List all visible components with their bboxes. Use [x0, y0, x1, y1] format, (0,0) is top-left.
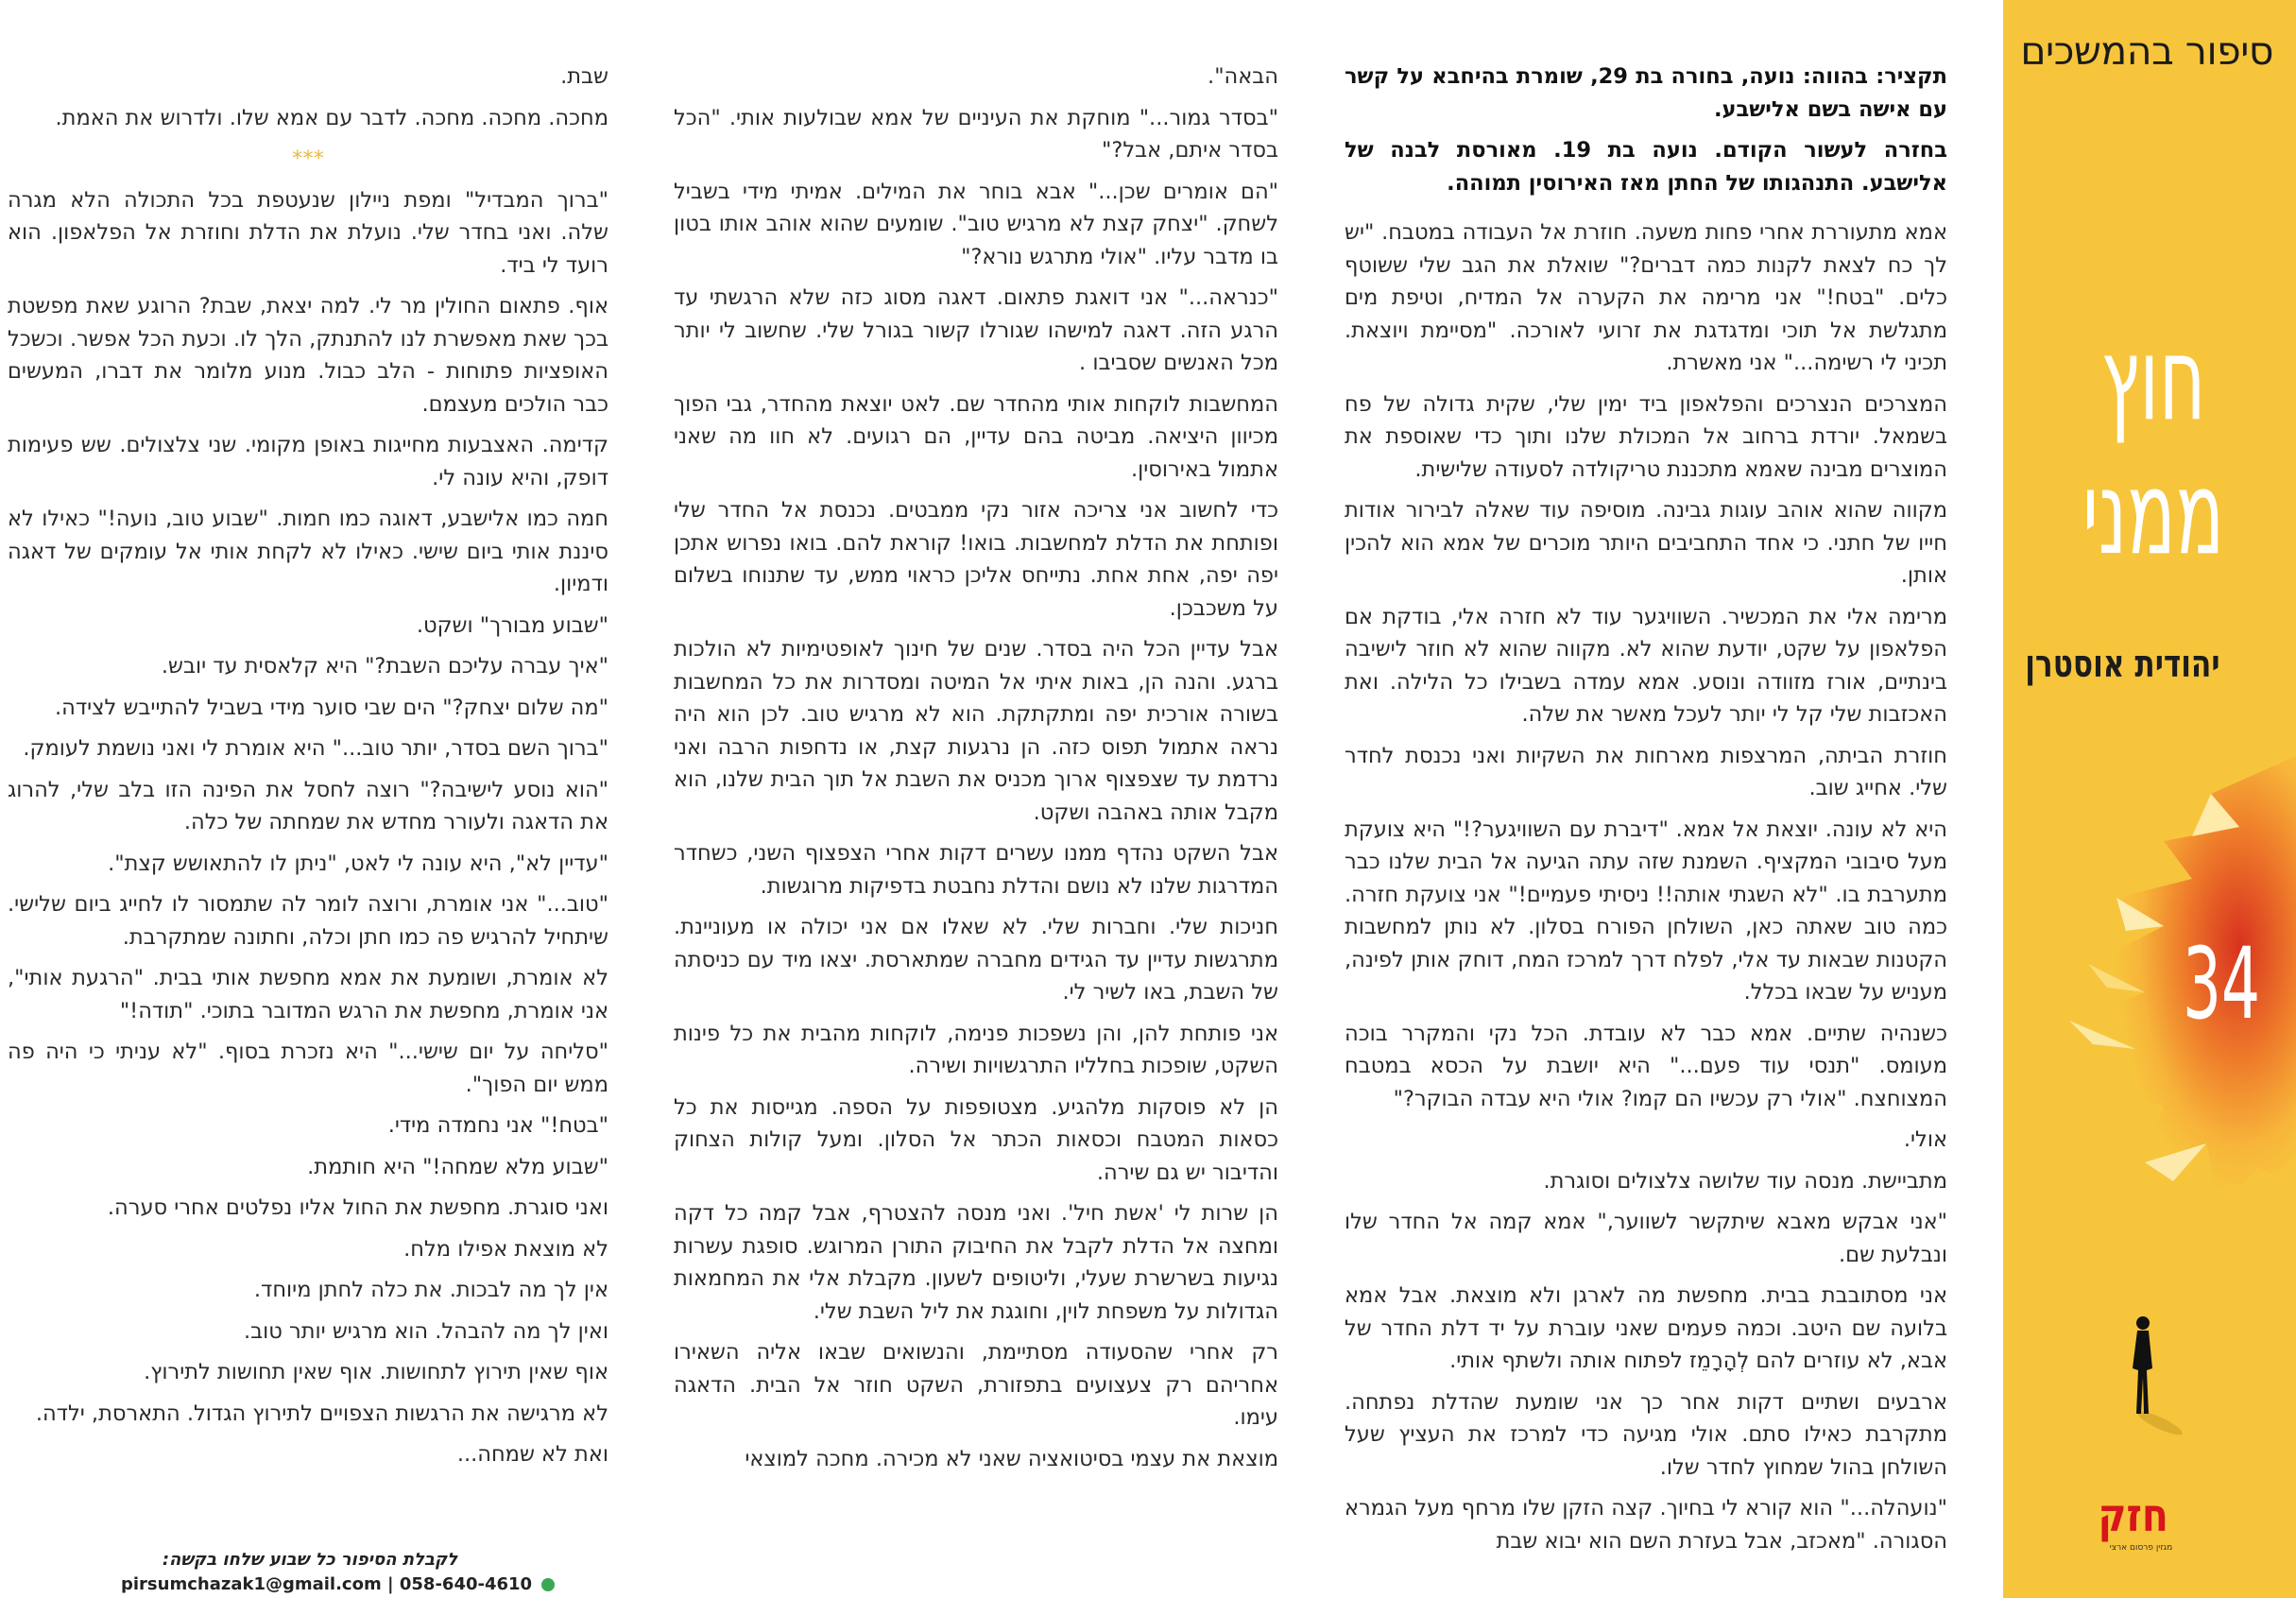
paragraph: "ברוך השם בסדר, יותר טוב..." היא אומרת לי ואני נושמת לעומק.: [23, 736, 608, 761]
paragraph: אבל השקט נהדף ממנו עשרים דקות אחרי הצפצוף השני, כשחדר המדרגות שלנו לא נושם והדלת נחבטת בדפיקות מרוגשות.: [674, 841, 1278, 899]
paragraph: אבל עדיין הכל היה בסדר. שנים של חינוך לאופטימיות לא הולכות ברגע. והנה הן, באות איתי אל המיטה ומסדרות את כל המחשבות בשורה אורכית יפה ומתקתקת. הוא לא מרגיש טוב. לכן הוא היה נראה אתמול תפוס כזה. הן נרגעות קצת, או נדחפות הרבה ואני נרדמת עד שצפצוף ארוך מכניס את השבת אל תוך הבית שלנו, הוא מקבל אותה באהבה ושקט.: [674, 637, 1278, 825]
paragraph: "כנראה..." אני דואגת פתאום. דאגה מסוג כזה שלא הרגשתי עד הרגע הזה. דאגה למישהו שגורלו קשור בגורל שלי. שחשוב לי יותר מכל האנשים שסביבו .: [674, 285, 1278, 375]
story-title-line: חוץ: [2100, 312, 2206, 446]
sidebar-panel: [2003, 0, 2296, 1598]
paragraph: "נועהלה..." הוא קורא לי בחיוך. קצה הזקן שלו מרחף מעל הגמרא הסגורה. "מאכזב, אבל בעזרת השם הוא יבוא שבת: [1345, 1496, 1947, 1554]
whatsapp-icon: [541, 1578, 555, 1591]
column-left: [8, 60, 608, 1535]
paragraph: "בסדר גמור..." מוחקת את העיניים של אמא שבולעות אותי. "הכל בסדר איתם, אבל?": [674, 105, 1278, 163]
summary-paragraph: תקציר: בהווה: נועה, בחורה בת 29, שומרת בהיחבא על קשר עם אישה בשם אלישבע.: [1345, 64, 1947, 122]
story-title: [2065, 312, 2241, 580]
paragraph: כדי לחשוב אני צריכה אזור נקי ממבטים. נכנסת אל החדר שלי ופותחת את הדלת למחשבות. בואו! קוראת להם. בואו נפרוש אתכן יפה יפה, אחת אחת. נתייחס אליכן כראוי ממש, עד שתנוחו בשלום על משכבכן.: [674, 498, 1278, 621]
paragraph: מרימה אלי את המכשיר. השוויגער עוד לא חזרה אלי, בודקת אם הפלאפון על שקט, יודעת שהוא לא. מקווה שהוא לא חוזר לישיבה בינתיים, אורז מזוודה ונוסע. אמא עמדה בשבילו כל הלילה. ואת האכזבות שלי קל לי יותר לעכל מאשר את שלה.: [1345, 604, 1947, 727]
paragraph: אמא מתעוררת אחרי פחות משעה. חוזרת אל העבודה במטבח. "יש לך כח לצאת לקנות כמה דברים?" שואלת את הגב שלי ששוטף כלים. "בטח!" אני מרימה את הקערה אל המדיח, וטיפת מים מתגלשת אל תוכי ומדגדגת את זרועי לאורכה. "מסיימת ויוצאת. תכיני לי רשימה..." אני מאשרת.: [1345, 220, 1947, 375]
paragraph: כשנהיה שתיים. אמא כבר לא עובדת. הכל נקי והמקרר בוכה מעומס. "תנסי עוד פעם..." היא יושבת על הכסא במטבח המצוחצח. "אולי רק עכשיו הם קמו? אולי היא עבדה הבוקר?": [1345, 1021, 1947, 1111]
paragraph: אולי.: [1903, 1127, 1947, 1152]
paragraph: "עדיין לא", היא עונה לי לאט, "ניתן לו להתאושש קצת".: [108, 851, 608, 876]
paragraph: הן לא פוסקות מלהגיע. מצטופפות על הספה. מגייסות את כל כסאות המטבח וכסאות הכתר אל הסלון. ומעל קולות הצחוק והדיבור יש גם שירה.: [674, 1094, 1278, 1185]
author-name: יהודית אוסטרן: [2025, 643, 2220, 686]
paragraph: "הוא נוסע לישיבה?" רוצה לחסל את הפינה הזו בלב שלי, להרוג את הדאגה ולעורר מחדש את שמחתה של כלה.: [8, 777, 608, 834]
paragraph: "שבוע מלא שמחה!" היא חותמת.: [307, 1154, 608, 1179]
paragraph: אני פותחת להן, והן נשפכות פנימה, לוקחות מהבית את כל פינות השקט, שופכות בחלליו התרגשויות ושירה.: [674, 1021, 1278, 1078]
paragraph: ארבעים ושתיים דקות אחר כך אני שומעת שהדלת נפתחה. מתקרבת כאילו סתם. אולי מגיעה כדי למרכז את העציץ שעל השולחן בהול שמחוץ לחדר שלו.: [1345, 1389, 1947, 1480]
column-right-body: [1345, 216, 1947, 1557]
paragraph: המצרכים הנצרכים והפלאפון ביד ימין שלי, שקית גדולה של פח בשמאל. יורדת ברחוב אל המכולת שלנו ותוך כדי שאוספת את המוצרים מבינה שאמא מתכננת טריקולדה לסעודה שלישית.: [1345, 391, 1947, 482]
paragraph: "שבוע מבורך" ושקט.: [416, 612, 608, 638]
chazak-logo: [2098, 1488, 2173, 1573]
paragraph: אני מסתובבת בבית. מחפשת מה לארגן ולא מוצאת. אבל אמא בלועה שם היטב. וכמה פעמים שאני עוברת על יד דלת החדר של אבא, לא עוזרים להם לְהָרָמֵז לפתוח אותה ולשתף אותי.: [1345, 1283, 1947, 1373]
paragraph: אין לך מה לבכות. את כלה לחתן מיוחד.: [253, 1278, 608, 1302]
column-right: [1345, 60, 1947, 1554]
paragraph: אוף שאין תירוץ לתחושות. אוף שאין תחושות לתירוץ.: [144, 1360, 608, 1384]
paragraph: ואני סוגרת. מחפשת את החול אליו נפלטים אחרי סערה.: [107, 1195, 608, 1220]
paragraph: היא לא עונה. יוצאת אל אמא. "דיברת עם השוויגער?!" היא צועקת מעל סיבובי המקציף. השמנת שזה עתה הגיעה אל הבית שלנו כבר מתערבת בו. "לא השגתי אותה!! ניסיתי פעמיים!" אני צועקת חזרה. כמה טוב שאתה כאן, השולחן הפורח בסלון. לא נותן למחשבות הקטנות שבאות עד אלי, לפלח דרך למרכז המח, דוחק אותן לפינה, מעניש על שבאו בכלל.: [1345, 816, 1947, 1005]
page-number: 34: [2183, 926, 2261, 1041]
paragraph: הבאה".: [1208, 64, 1278, 89]
contact-line: [121, 1572, 533, 1597]
paragraph: רק אחרי שהסעודה מסתיימת, והנשואים שבאו אליה השאירו אחריהם רק צעצועים בתפזורת, השקט חוזר אל הבית. הדאגה עימו.: [674, 1340, 1278, 1430]
paragraph: שבת.: [560, 64, 608, 89]
paragraph: "מה שלום יצחק?" הים שבי סוער מידי בשביל להתייבש לצידה.: [55, 695, 608, 720]
paragraph: מקווה שהוא אוהב עוגות גבינה. מוסיפה עוד שאלה לבירור אודות חייו של חתני. כי אחד התחביבים היותר מוכרים של אמא הוא להכין אותן.: [1345, 498, 1947, 588]
paragraph: "טוב..." אני אומרת, ורוצה לומר לה שתמסור לו לחייג ביום שלישי. שיתחיל להרגיש פה כמו חתן וכלה, וחתונה שמתקרבת.: [8, 892, 608, 950]
paragraph: מחכה. מחכה. מחכה. לדבר עם אמא שלו. ולדרוש את האמת.: [55, 105, 608, 130]
paragraph: חוזרת הביתה, המרצפות מארחות את השקיות ואני נכנסת לחדר שלי. אחייג שוב.: [1345, 743, 1947, 800]
logo-subtitle: מגזין פרסום ארצי: [2109, 1543, 2173, 1553]
paragraph: ואת לא שמחה...: [456, 1442, 608, 1467]
contact-phone[interactable]: 058-640-4610: [399, 1574, 533, 1594]
paragraph: "הם אומרים שכן..." אבא בוחר את המילים. אמיתי מידי בשביל לשחק. "יצחק קצת לא מרגיש טוב". שומעים שהוא אוהב אותו בטון בו מדבר עליו. "אולי מתרגש נורא?": [674, 179, 1278, 269]
column-middle: [674, 60, 1278, 1535]
woman-silhouette-icon: [2115, 1312, 2190, 1435]
story-title-line: ממני: [2082, 446, 2224, 580]
contact-block: [121, 1548, 533, 1597]
contact-heading: לקבלת הסיפור כל שבוע שלחו בקשה:: [162, 1550, 458, 1570]
paragraph: המחשבות לוקחות אותי מהחדר שם. לאט יוצאת מהחדר, גבי הפוך מכיוון היציאה. מביטה בהם עדיין, הם רגועים. לא חוו מה שאני אתמול באירוסין.: [674, 391, 1278, 482]
paragraph: לא אומרת, ושומעת את אמא מחפשת אותי בבית. "הרגעת אותי", אני אומרת, מחפשת את הרגש המדובר בתוכי. "תודה!": [8, 966, 608, 1023]
paragraph: חניכות שלי. וחברות שלי. לא שאלו אם אני יכולה או מעוניינת. מתרגשות עדיין עד הגידים מחברה שמתארסת. יצאו מיד עם כניסתה של השבת, באו לשיר לי.: [674, 915, 1278, 1005]
paragraph: מוצאת את עצמי בסיטואציה שאני לא מכירה. מחכה למוצאי: [745, 1446, 1278, 1471]
contact-separator: |: [387, 1574, 394, 1594]
paragraph: הן שרות לי 'אשת חיל'. ואני מנסה להצטרף, אבל קמה כל דקה ומחצה אל הדלת לקבל את החיבוק התורן המרוגש. סופגת עשרות נגיעות בשרשרת שעלי, וליטופים לשעון. מקבלת אלי את המחמאות הגדולות על משפחת לוין, וחוגגת את ליל השבת שלי.: [674, 1201, 1278, 1324]
summary-paragraph: בחזרה לעשור הקודם. נועה בת 19. מאורסת לבנה של אלישבע. התנהגותו של החתן מאז האירוסין תמוהה.: [1345, 138, 1947, 196]
series-title: סיפור בהמשכים: [2020, 28, 2273, 74]
paragraph: "איך עברה עליכם השבת?" היא קלאסית עד יובש.: [161, 654, 608, 679]
paragraph: לא מוצאת אפילו מלח.: [403, 1236, 608, 1262]
paragraph: לא מרגישה את הרגשות הצפויים לתירוץ הגדול. התארסת, ילדה.: [35, 1400, 608, 1426]
paragraph: "סליחה על יום שישי..." היא נזכרת בסוף. "לא עניתי כי היה פה ממש יום הפוך".: [8, 1040, 608, 1097]
paragraph: ***: [292, 146, 324, 171]
paragraph: ואין לך מה להבהל. הוא מרגיש יותר טוב.: [243, 1318, 608, 1344]
paragraph: מתביישת. מנסה עוד שלושה צלצולים וסוגרת.: [1543, 1168, 1947, 1194]
logo-mark: חזק: [2098, 1489, 2168, 1542]
paragraph: "אני אבקש מאבא שיתקשר לשווער," אמא קמה אל החדר שלו ונבלעת שם.: [1345, 1210, 1947, 1267]
paragraph: קדימה. האצבעות מחייגות באופן מקומי. שני צלצולים. שש פעימות דופק, והיא עונה לי.: [8, 433, 608, 490]
paragraph: "בטח!" אני נחמדה מידי.: [387, 1113, 608, 1138]
paragraph: "ברוך המבדיל" ומפת ניילון שנעטפת בכל התכולה הלא מגרה שלה. ואני בחדר שלי. נועלת את הדלת וחוזרת אל הפלאפון. הוא רועד לי ביד.: [8, 187, 608, 278]
paragraph: אוף. פתאום החולין מר לי. למה יצאת, שבת? הרוגע שאת מפשטת בכך שאת מאפשרת לנו להתנתק, הלך לו. וכעת הכל אפשר. וכשכל האופציות פתוחות - הלב כבול. מנוע מלומר את דברו, המעשים כבר הולכים מעצמם.: [8, 294, 608, 417]
paragraph: חמה כמו אלישבע, דאוגה כמו חמות. "שבוע טוב, נועה!" כאילו לא סיננת אותי ביום שישי. כאילו לא לקחת אותי אל עומקים של דאגה ודמיון.: [8, 507, 608, 596]
contact-email[interactable]: pirsumchazak1@gmail.com: [121, 1574, 382, 1594]
